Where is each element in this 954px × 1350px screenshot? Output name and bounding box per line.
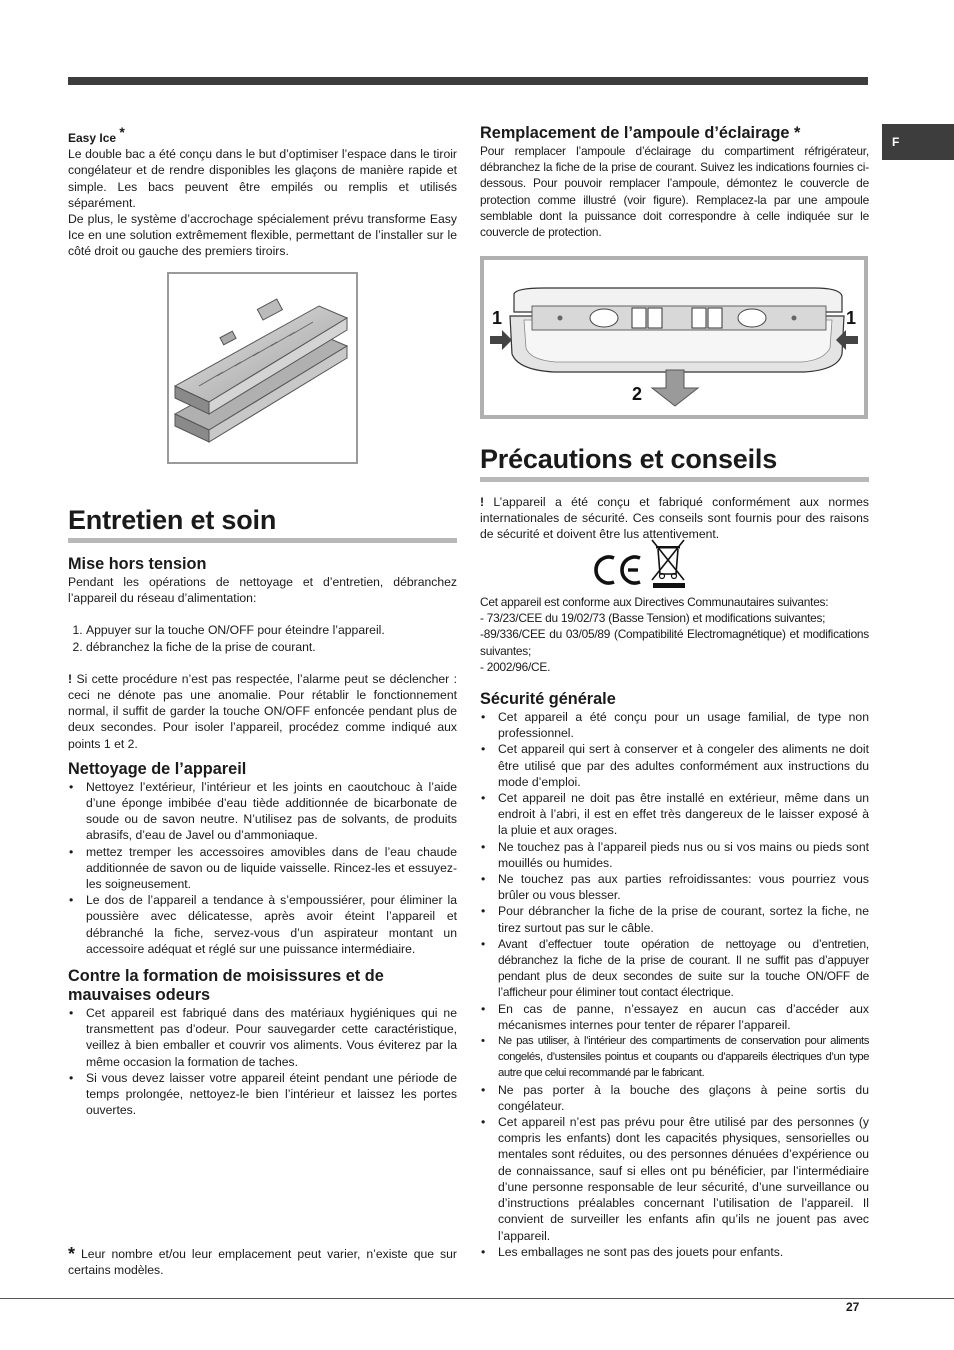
footnote: * Leur nombre et/ou leur emplacement peut varier, n’existe que sur certains modèles. (68, 1244, 457, 1278)
mould-list (68, 1005, 457, 1118)
general-safety-list (480, 709, 869, 1260)
bulb-heading: Remplacement de l’ampoule d’éclairage * (480, 124, 801, 142)
language-tab: F (882, 124, 954, 160)
easy-ice-tray-illustration (167, 272, 358, 464)
ce-weee-marks (590, 538, 690, 590)
mould-heading: Contre la formation de moisissures et de mauvaises odeurs (68, 967, 384, 1005)
list-item: • Cet appareil ne doit pas être installé en extérieur, même dans un endroit à l’abri, il est en effet très dangereux de le laisser exposé à la pluie et aux orages. (480, 790, 869, 839)
power-off-warning: ! Si cette procédure n’est pas respectée, l’alarme peut se déclencher : ceci ne dénote pas une anomalie. Pour rétablir le fonctionnement normal, il suffit de garder la touche ON/OFF enfoncée pendant plus de deux secondes. Pour isoler l’appareil, procédez comme indiqué aux points 1 et 2. (68, 671, 457, 751)
list-item: • Ne touchez pas à l’appareil pieds nus ou si vos mains ou pieds sont mouillés ou humides. (480, 839, 869, 871)
list-item: • Les emballages ne sont pas des jouets pour enfants. (480, 1244, 869, 1260)
list-item: • En cas de panne, n’essayez en aucun cas d’accéder aux mécanismes internes pour tenter de réparer l’appareil. (480, 1001, 869, 1033)
power-off-intro: Pendant les opérations de nettoyage et d’entretien, débranchez l’appareil du réseau d’alimentation: (68, 575, 457, 606)
list-item: • Ne pas porter à la bouche des glaçons à peine sortis du congélateur. (480, 1082, 869, 1114)
list-item: • Ne pas utiliser, à l’intérieur des compartiments de conservation pour aliments congelés, d’ustensiles pointus et coupants ou d’appareils électriques d’un type autre que celui recommandé par le fabricant. (480, 1033, 869, 1082)
general-safety-section (480, 690, 869, 1260)
crossed-bin-icon (652, 540, 685, 588)
maintenance-heading: Entretien et soin (68, 503, 457, 543)
list-item: • Cet appareil a été conçu pour un usage familial, de type non professionnel. (480, 709, 869, 741)
easy-ice-title: Easy Ice * (68, 124, 125, 145)
figure-label-1-left: 1 (492, 308, 503, 328)
easy-ice-paragraph-2: De plus, le système d’accrochage spécialement prévu transforme Easy Ice en une solution extrêmement flexible, permettant de l’installer sur le côté droit ou gauche des premiers tiroirs. (68, 212, 457, 259)
footer-rule (0, 1298, 954, 1299)
directive-line: Cet appareil est conforme aux Directives Communautaires suivantes: (480, 595, 829, 609)
cleaning-list (68, 779, 457, 957)
power-off-heading: Mise hors tension (68, 555, 207, 573)
bulb-text: Pour remplacer l’ampoule d’éclairage du compartiment réfrigérateur, débranchez la fiche de la prise de courant. Suivez les indications fournies ci-dessous. Pour pouvoir remplacer l’ampoule, démontez le couvercle de protection comme illustré (voir figure). Remplacez-la par une ampoule semblable dont la puissance doit correspondre à celle indiquée sur le couvercle de protection. (480, 144, 869, 240)
general-safety-heading: Sécurité générale (480, 690, 616, 708)
list-item: • Cet appareil est fabriqué dans des matériaux hygiéniques qui ne transmettent pas d’odeur. Pour sauvegarder cette caractéristique, veillez à bien emballer et couvrir vos aliments. Vous éviterez par la même occasion la formation de taches. (68, 1005, 457, 1070)
power-off-step: 2. débranchez la fiche de la prise de courant. (86, 639, 457, 655)
list-item: • Avant d’effectuer toute opération de nettoyage ou d’entretien, débranchez la fiche de la prise de courant. Il ne suffit pas d’appuyer pendant plus de deux secondes de suite sur la touche ON/OFF de l’afficheur pour éliminer tout contact électrique. (480, 936, 869, 1001)
directives-block (480, 594, 869, 675)
list-item: • Cet appareil qui sert à conserver et à congeler des aliments ne doit être utilisé que par des adultes conformément aux instructions du mode d’emploi. (480, 741, 869, 790)
figure-label-1-right: 1 (846, 308, 857, 328)
list-item: • Pour débrancher la fiche de la prise de courant, sortez la fiche, ne tirez surtout pas sur le câble. (480, 903, 869, 935)
bulb-section (480, 124, 869, 240)
ce-mark-icon (596, 557, 640, 583)
top-rule (68, 77, 868, 85)
figure-label-2: 2 (632, 384, 643, 404)
precautions-heading: Précautions et conseils (480, 442, 869, 482)
bulb-cover-illustration (480, 256, 868, 419)
list-item: • Si vous devez laisser votre appareil éteint pendant une période de temps prolongée, nettoyez-le bien l’intérieur et laissez les portes ouvertes. (68, 1070, 457, 1119)
power-off-steps (68, 622, 457, 654)
precautions-intro: ! L’appareil a été conçu et fabriqué conformément aux normes internationales de sécurité. Ces conseils sont fournis pour des raisons de sécurité et doivent être lus attentivement. (480, 495, 870, 542)
directive-line: - 2002/96/CE. (480, 659, 551, 674)
easy-ice-section (68, 124, 457, 260)
list-item: • Le dos de l’appareil a tendance à s’empoussiérer, pour éliminer la poussière avec délicatesse, après avoir éteint l’appareil et débranché la fiche, servez-vous d’un aspirateur montant un accessoire adéquat et réglé sur une puissance intermédiaire. (68, 892, 457, 957)
list-item: • mettez tremper les accessoires amovibles dans de l’eau chaude additionnée de savon ou de liquide vaisselle. Rincez-les et essuyez-les soigneusement. (68, 844, 457, 893)
directive-line: - 73/23/CEE du 19/02/73 (Basse Tension) et modifications suivantes; (480, 611, 826, 626)
cleaning-heading: Nettoyage de l’appareil (68, 759, 247, 778)
easy-ice-paragraph-1: Le double bac a été conçu dans le but d’optimiser l’espace dans le tiroir congélateur et de rendre disponibles les glaçons de manière rapide et simple. Les bacs peuvent être empilés ou remplis et utilisés séparément. (68, 147, 457, 210)
list-item: • Nettoyez l’extérieur, l’intérieur et les joints en caoutchouc à l’aide d’une éponge imbibée d’eau tiède additionnée de bicarbonate de soude ou de savon neutre. N’utilisez pas de solvants, de produits abrasifs, d’eau de Javel ou d’ammoniaque. (68, 779, 457, 844)
directive-line: -89/336/CEE du 03/05/89 (Compatibilité Electromagnétique) et modifications suivantes; (480, 627, 869, 658)
maintenance-section (68, 503, 457, 1118)
list-item: • Ne touchez pas aux parties refroidissantes: vous pourriez vous brûler ou vous blesser. (480, 871, 869, 903)
precautions-section (480, 442, 869, 543)
power-off-step: 1. Appuyer sur la touche ON/OFF pour éteindre l’appareil. (86, 622, 457, 638)
page-number: 27 (846, 1300, 860, 1314)
list-item: • Cet appareil n’est pas prévu pour être utilisé par des personnes (y compris les enfants) dont les capacités physiques, sensorielles ou mentales sont réduites, ou des personnes dénuées d’expérience ou de connaissance, sauf si elles ont pu bénéficier, par l’intermédiaire d’une personne responsable de leur sécurité, d’une surveillance ou d’instructions préalables concernant l’utilisation de l’appareil. Il convient de surveiller les enfants afin qu’ils ne jouent pas avec l’appareil. (480, 1114, 869, 1244)
